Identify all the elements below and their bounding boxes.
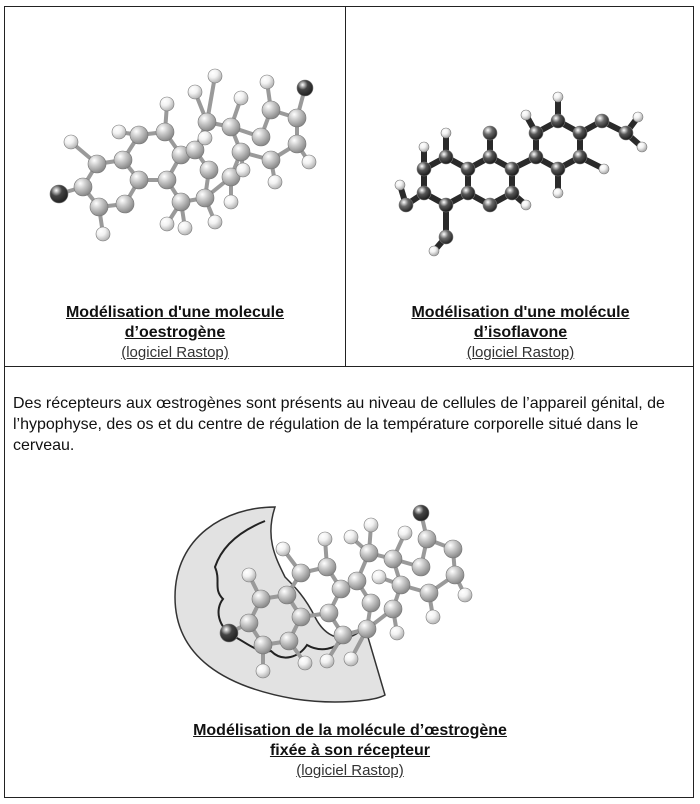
estrogen-molecule-image [35,52,325,252]
receptor-caption-title-1: Modélisation de la molécule d’œstrogène [193,722,507,739]
receptor-caption-title-2: fixée à son récepteur [269,742,431,759]
isoflavone-molecule-image [376,65,676,265]
estrogen-caption [5,303,345,363]
estrogen-caption-title-1: Modélisation d'une molecule [65,304,285,321]
isoflavone-panel [346,7,695,366]
document-frame [4,6,694,798]
receptor-caption [5,721,695,781]
receptor-panel [5,367,695,799]
estrogen-panel [5,7,345,366]
estrogen-caption-title-2: d’oestrogène [124,324,226,341]
receptor-bound-molecule-image [165,477,485,707]
receptor-caption-subtitle: (logiciel Rastop) [296,762,404,779]
isoflavone-caption-subtitle: (logiciel Rastop) [466,344,575,361]
isoflavone-caption-title-2: d’isoflavone [473,324,568,341]
estrogen-caption-subtitle: (logiciel Rastop) [121,344,229,361]
isoflavone-caption-title-1: Modélisation d'une molécule [411,304,630,321]
isoflavone-caption [346,303,695,363]
receptor-paragraph: Des récepteurs aux œstrogènes sont présents au niveau de cellules de l’appareil génital, de l’hypophyse, des os et du centre de régulation de la température corporelle situé dans le cerveau. [13,395,665,454]
